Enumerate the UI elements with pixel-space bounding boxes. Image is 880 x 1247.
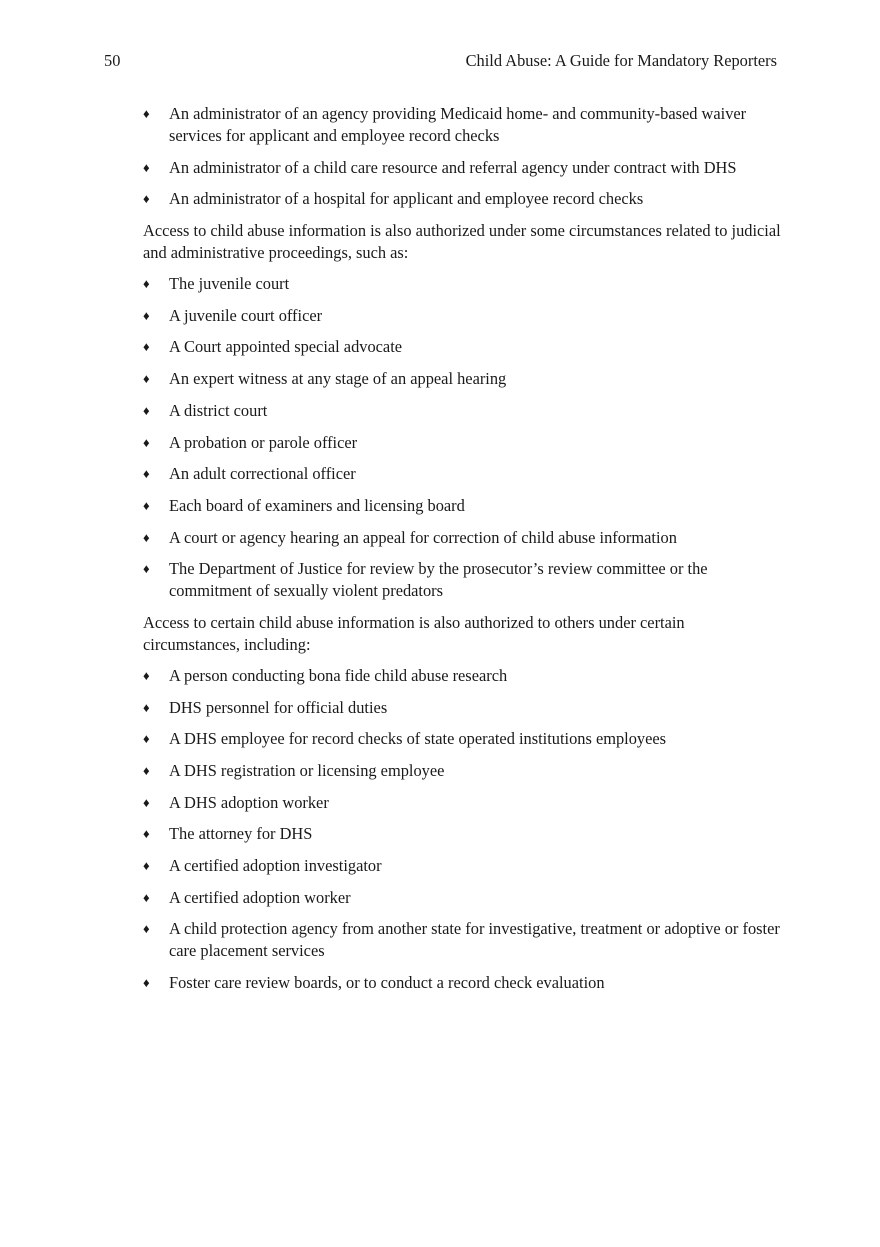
list-item <box>143 336 783 358</box>
diamond-bullet-icon: ♦ <box>143 561 150 577</box>
diamond-bullet-icon: ♦ <box>143 794 150 810</box>
list-item <box>143 792 783 814</box>
diamond-bullet-icon: ♦ <box>143 858 150 874</box>
page-number: 50 <box>104 51 121 70</box>
list-item-text: A court or agency hearing an appeal for correction of child abuse information <box>169 527 677 547</box>
list-item <box>143 432 783 454</box>
list-item-text: A person conducting bona fide child abuse research <box>169 665 508 685</box>
diamond-bullet-icon: ♦ <box>143 434 150 450</box>
list-item <box>143 728 783 750</box>
list-item <box>143 665 783 687</box>
diamond-bullet-icon: ♦ <box>143 402 150 418</box>
diamond-bullet-icon: ♦ <box>143 497 150 513</box>
paragraph-other-access: Access to certain child abuse information is also authorized to others under certain circumstances, including: <box>143 612 685 654</box>
list-item-text: A child protection agency from another state for investigative, treatment or adoptive or foster care placement services <box>169 919 780 961</box>
list-item <box>143 918 783 962</box>
list-item <box>143 400 783 422</box>
list-item-text: An expert witness at any stage of an appeal hearing <box>169 369 507 389</box>
list-item-text: A DHS adoption worker <box>169 792 329 812</box>
bullet-list-administrators <box>143 103 783 210</box>
list-item <box>143 273 783 295</box>
diamond-bullet-icon: ♦ <box>143 307 150 323</box>
diamond-bullet-icon: ♦ <box>143 371 150 387</box>
list-item <box>143 855 783 877</box>
paragraph-judicial-access: Access to child abuse information is also authorized under some circumstances related to judicial and administrative proceedings, such as: <box>143 221 781 263</box>
list-item <box>143 103 783 147</box>
list-item-text: A district court <box>169 400 268 420</box>
diamond-bullet-icon: ♦ <box>143 466 150 482</box>
list-item-text: A probation or parole officer <box>169 432 358 452</box>
page-body <box>143 103 783 1004</box>
diamond-bullet-icon: ♦ <box>143 763 150 778</box>
diamond-bullet-icon: ♦ <box>143 975 150 991</box>
list-item-text: DHS personnel for official duties <box>169 697 388 717</box>
list-item-text: An administrator of a hospital for applicant and employee record checks <box>169 189 644 209</box>
diamond-bullet-icon: ♦ <box>143 106 150 121</box>
list-item-text: Each board of examiners and licensing board <box>169 495 465 515</box>
diamond-bullet-icon: ♦ <box>143 889 150 905</box>
running-title: Child Abuse: A Guide for Mandatory Reporters <box>465 51 777 70</box>
diamond-bullet-icon: ♦ <box>143 731 150 747</box>
diamond-bullet-icon: ♦ <box>143 276 150 292</box>
list-item <box>143 558 783 602</box>
diamond-bullet-icon: ♦ <box>143 921 150 937</box>
list-item-text: A juvenile court officer <box>169 305 323 325</box>
list-item <box>143 527 783 549</box>
list-item-text: A certified adoption worker <box>169 887 351 907</box>
diamond-bullet-icon: ♦ <box>143 667 150 683</box>
list-item-text: An administrator of a child care resource and referral agency under contract with DHS <box>169 157 737 177</box>
list-item <box>143 823 783 845</box>
list-item-text: The attorney for DHS <box>169 824 313 844</box>
list-item <box>143 188 783 210</box>
list-item <box>143 157 783 179</box>
bullet-list-others <box>143 665 783 994</box>
list-item-text: A certified adoption investigator <box>169 856 382 876</box>
list-item-text: A DHS registration or licensing employee <box>169 761 445 780</box>
diamond-bullet-icon: ♦ <box>143 699 150 715</box>
list-item-text: A Court appointed special advocate <box>169 337 403 357</box>
list-item-text: The juvenile court <box>169 274 290 294</box>
list-item <box>143 972 783 994</box>
list-item-text: The Department of Justice for review by the prosecutor’s review committee or the commitment of sexually violent predators <box>169 559 708 601</box>
diamond-bullet-icon: ♦ <box>143 159 150 175</box>
page-header <box>104 50 777 72</box>
list-item <box>143 697 783 719</box>
list-item <box>143 368 783 390</box>
list-item <box>143 887 783 909</box>
diamond-bullet-icon: ♦ <box>143 826 150 842</box>
bullet-list-judicial <box>143 273 783 602</box>
list-item-text: A DHS employee for record checks of state operated institutions employees <box>169 729 667 749</box>
list-item-text: An administrator of an agency providing Medicaid home- and community-based waiver services for applicant and employee record checks <box>169 104 747 145</box>
list-item <box>143 463 783 485</box>
diamond-bullet-icon: ♦ <box>143 529 150 545</box>
list-item <box>143 495 783 517</box>
list-item <box>143 305 783 327</box>
list-item <box>143 760 783 782</box>
list-item-text: An adult correctional officer <box>169 464 356 484</box>
diamond-bullet-icon: ♦ <box>143 339 150 355</box>
diamond-bullet-icon: ♦ <box>143 191 150 207</box>
list-item-text: Foster care review boards, or to conduct a record check evaluation <box>169 973 605 993</box>
